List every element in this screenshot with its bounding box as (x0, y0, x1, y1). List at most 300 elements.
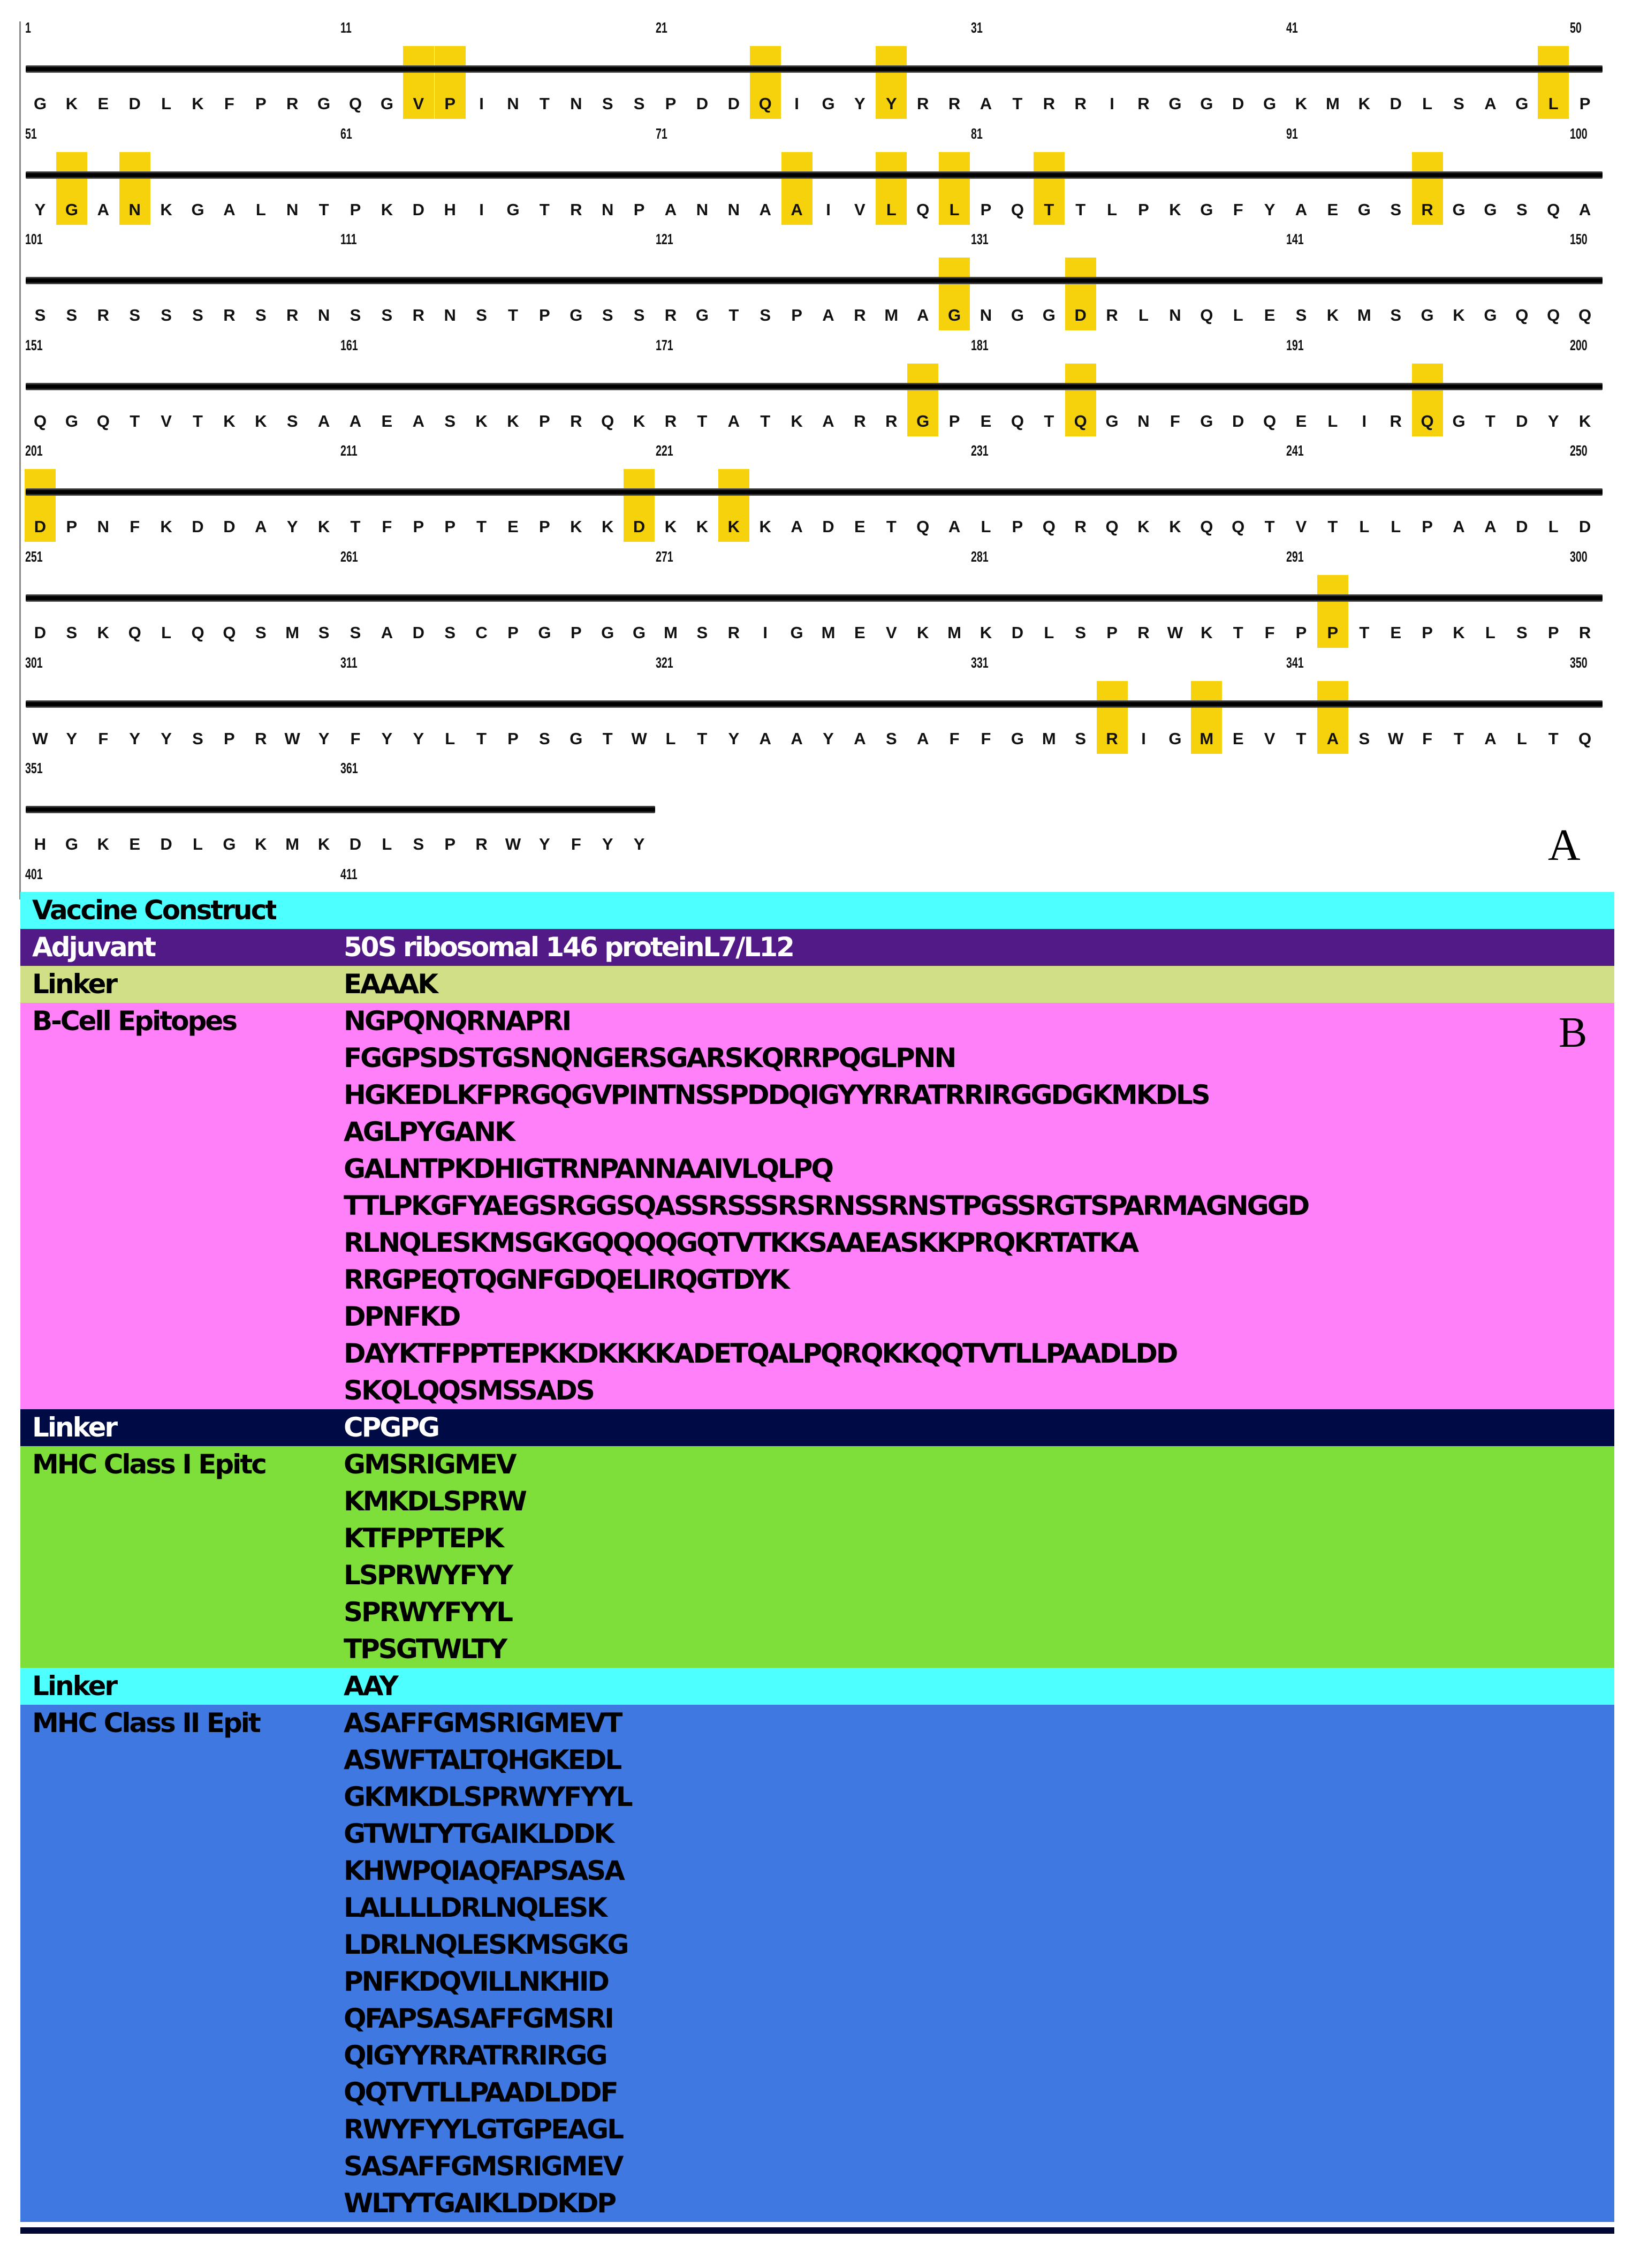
residue: G (1421, 306, 1434, 325)
residue: Q (191, 623, 204, 642)
residue: P (791, 306, 802, 325)
position-tick: 131 (971, 231, 989, 248)
section-sequences (344, 1705, 1614, 2222)
position-tick: 181 (971, 336, 989, 353)
section-sequences (344, 1446, 1614, 1668)
residue: G (1011, 729, 1024, 748)
residue: I (1110, 94, 1114, 113)
residue: A (759, 200, 771, 219)
epitope-sequence: GMSRIGMEV (344, 1449, 515, 1480)
residue: D (34, 517, 47, 536)
sequence-row (0, 106, 1640, 219)
residue: G (191, 200, 204, 219)
position-tick: 211 (340, 442, 358, 459)
residue: Q (33, 411, 47, 430)
epitope-sequence: NGPQNQRNAPRI (344, 1006, 571, 1037)
residue: P (1579, 94, 1591, 113)
residue: G (1484, 200, 1497, 219)
residue: A (255, 517, 267, 536)
residue: S (539, 729, 550, 748)
residue: S (350, 623, 361, 642)
residue: R (1137, 623, 1150, 642)
residue: L (1485, 623, 1495, 642)
residue: Y (413, 729, 424, 748)
residue: D (822, 517, 834, 536)
residue: Y (728, 729, 740, 748)
residue: M (947, 623, 961, 642)
residue: Q (1578, 306, 1592, 325)
residue: R (223, 306, 236, 325)
residue: D (160, 835, 172, 854)
residue: Y (381, 729, 393, 748)
section-label: Linker (32, 969, 117, 1000)
residue: N (601, 200, 614, 219)
residue: W (32, 729, 48, 748)
residue: E (129, 835, 141, 854)
residue: A (1484, 94, 1497, 113)
residue: Y (854, 94, 865, 113)
position-tick: 261 (340, 548, 358, 565)
residue: K (791, 411, 803, 430)
construct-section (20, 1003, 1614, 1409)
residue: P (444, 517, 456, 536)
residue: T (1548, 729, 1559, 748)
residue: T (1327, 517, 1338, 536)
residue: S (381, 306, 393, 325)
residue: T (697, 411, 708, 430)
residue: G (65, 411, 78, 430)
residue: Y (129, 729, 141, 748)
section-label: MHC Class I Epitc (32, 1449, 265, 1480)
position-tick: 21 (656, 19, 667, 36)
residue: S (255, 306, 267, 325)
residue: D (1516, 517, 1528, 536)
epitope-sequence: GALNTPKDHIGTRNPANNAAIVLQLPQ (344, 1153, 833, 1184)
epitope-sequence: SPRWYFYYL (344, 1597, 512, 1628)
epitope-sequence: QIGYYRRATRRIRGG (344, 2040, 606, 2071)
residue: T (508, 306, 518, 325)
residue: Y (1547, 411, 1559, 430)
residue: F (571, 835, 581, 854)
residue: P (1106, 623, 1118, 642)
residue: R (664, 306, 677, 325)
residue: K (1326, 306, 1339, 325)
residue: Q (1074, 411, 1087, 430)
residue: P (444, 835, 456, 854)
residue: K (160, 517, 172, 536)
epitope-sequence: SASAFFGMSRIGMEV (344, 2151, 622, 2182)
residue: S (1075, 729, 1087, 748)
position-tick: 191 (1286, 336, 1304, 353)
residue: K (664, 517, 677, 536)
residue: K (255, 411, 267, 430)
residue: A (1484, 517, 1497, 536)
residue: E (507, 517, 519, 536)
residue: Q (1547, 200, 1560, 219)
residue: A (822, 411, 834, 430)
residue: Y (318, 729, 330, 748)
epitope-sequence: LALLLLDRLNQLESK (344, 1892, 606, 1923)
sequence-bar (26, 171, 1603, 179)
residue: Y (1264, 200, 1275, 219)
residue: T (1485, 411, 1495, 430)
residue: P (948, 411, 960, 430)
section-label: MHC Class II Epit (32, 1707, 260, 1738)
position-tick: 11 (340, 19, 352, 36)
residue: R (1074, 517, 1087, 536)
residue: A (1295, 200, 1308, 219)
residue: S (476, 306, 487, 325)
epitope-sequence: DAYKTFPPTEPKKDKKKKADETQALPQRQKKQQTVTLLPAADLDD (344, 1338, 1177, 1369)
sequence-bar (26, 383, 1603, 390)
residue: Y (633, 835, 645, 854)
residue: D (1390, 94, 1402, 113)
residue: A (1326, 729, 1339, 748)
residue: L (981, 517, 991, 536)
residue: Q (1200, 306, 1213, 325)
residue: G (1168, 729, 1182, 748)
residue: S (66, 623, 78, 642)
residue: K (160, 200, 172, 219)
residue: V (885, 623, 897, 642)
residue: P (1327, 623, 1339, 642)
residue: S (760, 306, 771, 325)
residue: T (728, 306, 739, 325)
residue: T (476, 729, 487, 748)
residue: T (1012, 94, 1023, 113)
position-tick: 301 (25, 654, 43, 671)
residue: A (948, 517, 961, 536)
residue: R (1390, 411, 1402, 430)
position-tick: 71 (656, 125, 667, 142)
residue: R (1578, 623, 1591, 642)
residue: K (759, 517, 771, 536)
epitope-sequence: EAAAK (344, 969, 437, 1000)
epitope-sequence: DPNFKD (344, 1301, 460, 1332)
residue: G (1168, 94, 1182, 113)
residue: S (1516, 200, 1528, 219)
residue: P (539, 306, 550, 325)
residue: K (65, 94, 78, 113)
residue: T (1264, 517, 1275, 536)
residue: L (1233, 306, 1243, 325)
residue: K (1137, 517, 1150, 536)
residue: R (854, 306, 866, 325)
residue: Q (348, 94, 362, 113)
panel-a-label: A (1548, 820, 1581, 870)
residue: F (224, 94, 234, 113)
residue: P (350, 200, 361, 219)
residue: G (1200, 94, 1213, 113)
residue: L (1327, 411, 1338, 430)
residue: S (633, 306, 645, 325)
residue: T (1044, 200, 1054, 219)
sequence-row (0, 0, 1640, 113)
residue: F (1170, 411, 1180, 430)
section-label: Linker (32, 1670, 117, 1702)
residue: L (161, 94, 172, 113)
residue: I (1362, 411, 1367, 430)
residue: N (128, 200, 141, 219)
residue: N (317, 306, 330, 325)
residue: S (1516, 623, 1528, 642)
position-tick: 221 (656, 442, 673, 459)
residue: G (1200, 200, 1213, 219)
residue: I (1141, 729, 1146, 748)
sequence-row (0, 635, 1640, 748)
position-tick: 341 (1286, 654, 1304, 671)
construct-section (20, 1668, 1614, 1705)
residue: T (1296, 729, 1307, 748)
residue: G (65, 835, 78, 854)
residue: A (1578, 200, 1591, 219)
position-tick: 111 (340, 231, 357, 248)
residue: F (130, 517, 140, 536)
residue: R (854, 411, 866, 430)
epitope-sequence: PNFKDQVILLNKHID (344, 1966, 608, 1997)
residue: A (980, 94, 992, 113)
residue: D (727, 94, 740, 113)
residue: P (1422, 517, 1433, 536)
epitope-sequence: ASWFTALTQHGKEDL (344, 1744, 621, 1775)
residue: T (1075, 200, 1086, 219)
sequence-bar (26, 806, 655, 813)
residue: N (444, 306, 456, 325)
residue: Y (823, 729, 834, 748)
residue: L (1516, 729, 1527, 748)
construct-section (20, 1446, 1614, 1668)
residue: L (1138, 306, 1149, 325)
residue: D (412, 200, 424, 219)
residue: L (161, 623, 172, 642)
residue: V (1264, 729, 1275, 748)
residue: W (505, 835, 521, 854)
construct-title: Vaccine Construct (32, 895, 277, 926)
residue: P (224, 729, 235, 748)
construct-section (20, 1705, 1614, 2222)
residue: Q (96, 411, 110, 430)
residue: T (1454, 729, 1464, 748)
residue: E (980, 411, 992, 430)
residue: G (1452, 200, 1466, 219)
residue: G (1042, 306, 1056, 325)
residue: M (1199, 729, 1214, 748)
residue: R (1421, 200, 1433, 219)
position-tick: 411 (340, 865, 358, 882)
position-tick: 81 (971, 125, 983, 142)
residue: G (538, 623, 551, 642)
residue: Q (1578, 729, 1592, 748)
residue: S (192, 729, 203, 748)
residue: P (665, 94, 677, 113)
position-tick: 161 (340, 336, 358, 353)
residue: Q (1263, 411, 1277, 430)
residue: G (695, 306, 709, 325)
epitope-sequence: CPGPG (344, 1412, 439, 1443)
residue: R (286, 306, 299, 325)
position-tick: 350 (1570, 654, 1588, 671)
residue: F (350, 729, 361, 748)
residue: S (633, 94, 645, 113)
epitope-sequence: RWYFYYLGTGPEAGL (344, 2114, 622, 2145)
residue: T (539, 200, 550, 219)
residue: P (507, 623, 519, 642)
position-tick: 1 (25, 19, 31, 36)
residue: Q (1421, 411, 1434, 430)
position-tick: 91 (1286, 125, 1298, 142)
residue: P (444, 94, 456, 113)
construct-title-row (20, 892, 1614, 929)
position-tick: 121 (656, 231, 673, 248)
residue: S (129, 306, 141, 325)
residue: E (854, 623, 865, 642)
residue: P (1138, 200, 1149, 219)
residue: P (1547, 623, 1559, 642)
residue: E (1295, 411, 1307, 430)
residue: M (1042, 729, 1056, 748)
position-tick: 351 (25, 760, 43, 777)
residue: W (284, 729, 300, 748)
residue: S (255, 623, 267, 642)
residue: R (570, 200, 582, 219)
sequence-bar (26, 488, 1603, 496)
residue: E (854, 517, 865, 536)
epitope-sequence: FGGPSDSTGSNQNGERSGARSKQRRPQGLPNN (344, 1042, 955, 1073)
residue: P (539, 411, 550, 430)
residue: R (97, 306, 109, 325)
residue: G (790, 623, 803, 642)
residue: W (1167, 623, 1183, 642)
residue: G (33, 94, 47, 113)
residue: R (916, 94, 929, 113)
residue: E (381, 411, 393, 430)
position-tick: 231 (971, 442, 989, 459)
residue: K (980, 623, 992, 642)
residue: D (1578, 517, 1591, 536)
position-tick: 271 (656, 548, 673, 565)
residue: A (791, 517, 803, 536)
residue: G (601, 623, 614, 642)
residue: S (1390, 306, 1402, 325)
residue: T (602, 729, 613, 748)
residue: K (255, 835, 267, 854)
residue: F (382, 517, 392, 536)
residue: Y (539, 835, 550, 854)
residue: L (445, 729, 455, 748)
residue: Q (758, 94, 772, 113)
residue: A (759, 729, 771, 748)
epitope-sequence: HGKEDLKFPRGQGVPINTNSSPDDQIGYYRRATRRIRGGDGKMKDLS (344, 1079, 1209, 1110)
epitope-sequence: WLTYTGAIKLDDKDP (344, 2188, 616, 2219)
residue: N (507, 94, 519, 113)
residue: R (412, 306, 424, 325)
residue: T (130, 411, 140, 430)
section-sequences (344, 1668, 1614, 1705)
residue: D (223, 517, 236, 536)
residue: E (1327, 200, 1339, 219)
residue: V (413, 94, 424, 113)
residue: P (539, 517, 550, 536)
position-tick: 321 (656, 654, 673, 671)
section-sequences (344, 1409, 1614, 1446)
residue: K (570, 517, 582, 536)
residue: K (601, 517, 614, 536)
position-tick: 50 (1570, 19, 1582, 36)
residue: Y (286, 517, 298, 536)
residue: Q (916, 517, 930, 536)
residue: I (794, 94, 799, 113)
residue: L (255, 200, 266, 219)
position-tick: 241 (1286, 442, 1304, 459)
residue: D (192, 517, 204, 536)
epitope-sequence: LDRLNQLESKMSGKG (344, 1929, 628, 1960)
residue: S (34, 306, 46, 325)
residue: F (949, 729, 960, 748)
residue: M (1325, 94, 1340, 113)
residue: R (1074, 94, 1087, 113)
sequence-row (0, 740, 1640, 854)
residue: W (631, 729, 647, 748)
residue: R (570, 411, 582, 430)
residue: A (1453, 517, 1465, 536)
residue: W (1388, 729, 1404, 748)
construct-section (20, 1409, 1614, 1446)
sequence-bar (26, 277, 1603, 284)
construct-section (20, 966, 1614, 1003)
epitope-sequence: GTWLTYTGAIKLDDK (344, 1818, 613, 1849)
residue: F (1264, 623, 1275, 642)
residue: G (223, 835, 236, 854)
residue: A (791, 729, 803, 748)
residue: E (1264, 306, 1275, 325)
sequence-bar (26, 700, 1603, 708)
panel-b-vaccine-construct-table (20, 892, 1614, 2222)
residue: I (479, 200, 484, 219)
residue: Q (1200, 517, 1213, 536)
residue: S (318, 623, 330, 642)
residue: P (980, 200, 992, 219)
residue: V (161, 411, 172, 430)
residue: K (1295, 94, 1308, 113)
residue: T (697, 729, 708, 748)
residue: T (539, 94, 550, 113)
residue: G (1200, 411, 1213, 430)
residue: A (412, 411, 424, 430)
residue: S (286, 411, 298, 430)
residue: M (821, 623, 836, 642)
residue: G (1452, 411, 1466, 430)
epitope-sequence: QQTVTLLPAADLDDF (344, 2077, 617, 2108)
residue: G (1515, 94, 1529, 113)
residue: G (822, 94, 835, 113)
residue: K (97, 835, 109, 854)
residue: I (826, 200, 831, 219)
residue: M (285, 835, 300, 854)
position-tick: 150 (1570, 231, 1588, 248)
residue: R (1043, 94, 1055, 113)
residue: V (1295, 517, 1307, 536)
residue: Q (223, 623, 236, 642)
position-tick: 31 (971, 19, 983, 36)
panel-b-label: B (1559, 1009, 1588, 1056)
residue: S (66, 306, 78, 325)
position-tick: 41 (1286, 19, 1298, 36)
residue: D (128, 94, 141, 113)
residue: G (570, 729, 583, 748)
position-tick: 151 (25, 336, 43, 353)
residue: D (1232, 411, 1244, 430)
residue: S (161, 306, 172, 325)
